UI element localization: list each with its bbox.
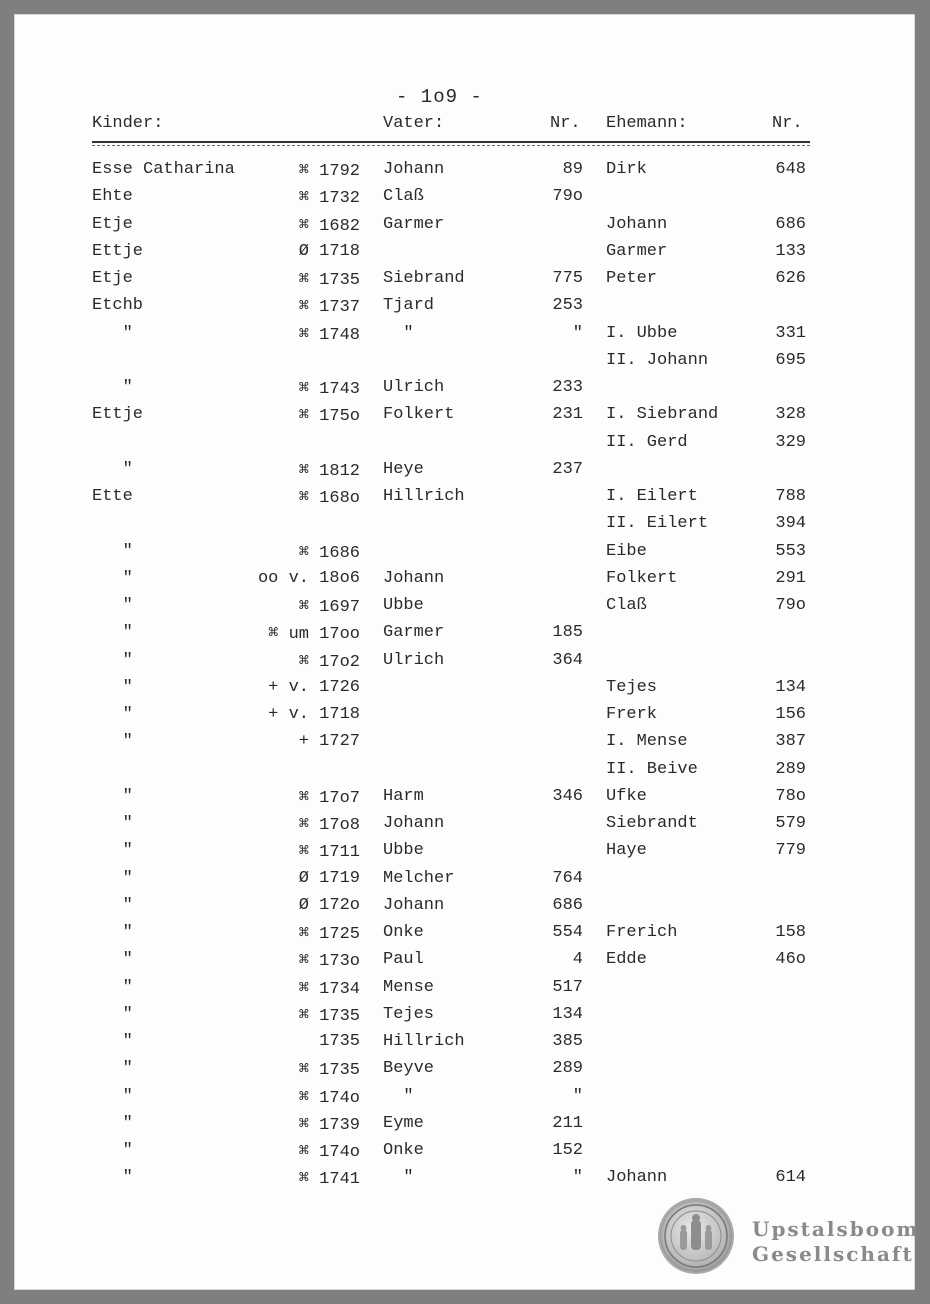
table-row bbox=[0, 1005, 930, 1031]
child-name: " bbox=[92, 596, 133, 615]
father-number: 237 bbox=[552, 459, 583, 479]
birth-year: ⌘ 1748 bbox=[298, 325, 360, 345]
husband-name: Haye bbox=[606, 841, 647, 861]
husband-name: II. Gerd bbox=[606, 432, 688, 452]
table-row bbox=[0, 269, 930, 295]
child-name: " bbox=[92, 814, 133, 833]
table-row bbox=[0, 1114, 930, 1140]
child-name: Etje bbox=[92, 214, 133, 234]
header-ehemann-nr: Nr. bbox=[772, 114, 803, 133]
table-row bbox=[0, 623, 930, 649]
birth-year: + v. 1718 bbox=[268, 705, 360, 724]
birth-year: ⌘ 1686 bbox=[298, 543, 360, 563]
father-name: " bbox=[383, 1168, 414, 1188]
husband-name: Johann bbox=[606, 1168, 668, 1188]
birth-year: ⌘ 1735 bbox=[298, 1006, 360, 1026]
seal-logo bbox=[660, 1200, 732, 1272]
table-row bbox=[0, 1087, 930, 1113]
child-name: " bbox=[92, 950, 133, 970]
birth-year: + v. 1726 bbox=[268, 677, 360, 697]
birth-year: ⌘ 168o bbox=[298, 489, 360, 508]
header-vater: Vater: bbox=[383, 114, 445, 133]
father-number: 554 bbox=[552, 923, 583, 942]
child-name: Ehte bbox=[92, 187, 133, 207]
husband-name: Siebrandt bbox=[606, 814, 698, 833]
birth-year: ⌘ 173o bbox=[298, 952, 360, 972]
husband-name: I. Ubbe bbox=[606, 323, 678, 343]
father-name: Folkert bbox=[383, 405, 455, 425]
header-kinder: Kinder: bbox=[92, 114, 164, 133]
table-row bbox=[0, 405, 930, 431]
husband-number: 788 bbox=[775, 487, 806, 506]
birth-year: ⌘ 1682 bbox=[298, 216, 360, 236]
child-name: " bbox=[92, 378, 133, 397]
husband-number: 695 bbox=[775, 350, 806, 370]
birth-year: ⌘ 1735 bbox=[298, 271, 360, 290]
child-name: Etchb bbox=[92, 296, 144, 316]
husband-name: Eibe bbox=[606, 541, 647, 561]
child-name: Esse Catharina bbox=[92, 160, 235, 179]
table-row bbox=[0, 1168, 930, 1194]
table-row bbox=[0, 378, 930, 404]
husband-name: Folkert bbox=[606, 568, 678, 588]
child-name: " bbox=[92, 677, 133, 697]
child-name: " bbox=[92, 1059, 133, 1079]
husband-name: Johann bbox=[606, 214, 668, 234]
table-row bbox=[0, 296, 930, 322]
father-name: Onke bbox=[383, 1141, 424, 1160]
birth-year: ⌘ 1739 bbox=[298, 1115, 360, 1135]
father-name: Ubbe bbox=[383, 596, 424, 615]
table-row bbox=[0, 1141, 930, 1167]
father-number: 346 bbox=[552, 786, 583, 806]
birth-year: 1735 bbox=[319, 1032, 360, 1051]
father-name: Claß bbox=[383, 187, 424, 207]
father-number: 134 bbox=[552, 1004, 583, 1024]
husband-number: 289 bbox=[775, 759, 806, 779]
table-row bbox=[0, 187, 930, 213]
birth-year: ⌘ 1737 bbox=[298, 298, 360, 318]
child-name: " bbox=[92, 1032, 133, 1051]
table-row bbox=[0, 569, 930, 595]
husband-number: 158 bbox=[775, 923, 806, 942]
table-row bbox=[0, 760, 930, 786]
header-rule bbox=[92, 141, 810, 146]
child-name: " bbox=[92, 1168, 133, 1188]
husband-number: 79o bbox=[775, 596, 806, 615]
birth-year: Ø 1719 bbox=[298, 868, 360, 888]
birth-year: Ø 172o bbox=[298, 895, 360, 915]
table-row bbox=[0, 487, 930, 513]
husband-number: 614 bbox=[775, 1168, 806, 1188]
child-name: " bbox=[92, 1113, 133, 1133]
father-number: 764 bbox=[552, 868, 583, 888]
husband-name: Frerk bbox=[606, 705, 658, 724]
father-name: " bbox=[383, 323, 414, 343]
father-number: 233 bbox=[552, 378, 583, 397]
father-number: " bbox=[572, 1168, 583, 1188]
father-name: " bbox=[383, 1086, 414, 1106]
husband-number: 394 bbox=[775, 514, 806, 534]
father-number: 211 bbox=[552, 1113, 583, 1133]
father-name: Onke bbox=[383, 923, 424, 942]
table-row bbox=[0, 1032, 930, 1058]
birth-year: ⌘ 1711 bbox=[298, 843, 360, 863]
table-row bbox=[0, 869, 930, 895]
birth-year: ⌘ 1732 bbox=[298, 189, 360, 209]
father-name: Mense bbox=[383, 977, 435, 997]
father-number: 775 bbox=[552, 269, 583, 288]
child-name: " bbox=[92, 623, 133, 643]
table-row bbox=[0, 351, 930, 377]
husband-name: I. Eilert bbox=[606, 487, 698, 506]
child-name: Ette bbox=[92, 487, 133, 506]
table-row bbox=[0, 651, 930, 677]
birth-year: ⌘ 1735 bbox=[298, 1061, 360, 1081]
table-row bbox=[0, 923, 930, 949]
birth-year: ⌘ um 17oo bbox=[268, 625, 360, 645]
child-name: " bbox=[92, 868, 133, 888]
table-row bbox=[0, 242, 930, 268]
birth-year: ⌘ 1734 bbox=[298, 979, 360, 999]
father-number: " bbox=[572, 323, 583, 343]
husband-number: 328 bbox=[775, 405, 806, 425]
husband-number: 686 bbox=[775, 214, 806, 234]
husband-number: 648 bbox=[775, 160, 806, 179]
father-name: Siebrand bbox=[383, 269, 465, 288]
child-name: " bbox=[92, 977, 133, 997]
table-row bbox=[0, 978, 930, 1004]
husband-name: Tejes bbox=[606, 677, 658, 697]
child-name: " bbox=[92, 323, 133, 343]
father-name: Johann bbox=[383, 814, 445, 833]
husband-number: 331 bbox=[775, 323, 806, 343]
birth-year: ⌘ 1725 bbox=[298, 925, 360, 944]
father-name: Ulrich bbox=[383, 650, 445, 670]
father-number: 686 bbox=[552, 895, 583, 915]
birth-year: ⌘ 1697 bbox=[298, 598, 360, 617]
husband-name: Ufke bbox=[606, 786, 647, 806]
table-row bbox=[0, 950, 930, 976]
husband-name: II. Beive bbox=[606, 759, 698, 779]
birth-year: ⌘ 1743 bbox=[298, 380, 360, 399]
father-number: 289 bbox=[552, 1059, 583, 1079]
father-name: Ulrich bbox=[383, 378, 445, 397]
father-name: Garmer bbox=[383, 214, 445, 234]
table-row bbox=[0, 732, 930, 758]
child-name: Ettje bbox=[92, 405, 144, 425]
husband-number: 78o bbox=[775, 786, 806, 806]
father-name: Heye bbox=[383, 459, 424, 479]
birth-year: ⌘ 174o bbox=[298, 1088, 360, 1108]
husband-number: 133 bbox=[775, 241, 806, 261]
table-row bbox=[0, 814, 930, 840]
husband-number: 626 bbox=[775, 269, 806, 288]
birth-year: oo v. 18o6 bbox=[257, 568, 360, 588]
husband-name: II. Johann bbox=[606, 350, 709, 370]
child-name: " bbox=[92, 841, 133, 861]
father-number: 385 bbox=[552, 1032, 583, 1051]
father-number: 253 bbox=[552, 296, 583, 316]
child-name: " bbox=[92, 650, 133, 670]
table-row bbox=[0, 215, 930, 241]
father-name: Eyme bbox=[383, 1113, 424, 1133]
child-name: " bbox=[92, 923, 133, 942]
husband-name: Edde bbox=[606, 950, 647, 970]
father-name: Beyve bbox=[383, 1059, 435, 1079]
husband-number: 134 bbox=[775, 677, 806, 697]
table-row bbox=[0, 678, 930, 704]
brand-line-2: Gesellschaft bbox=[752, 1242, 914, 1266]
child-name: Ettje bbox=[92, 241, 144, 261]
child-name: Etje bbox=[92, 269, 133, 288]
father-number: 364 bbox=[552, 650, 583, 670]
husband-name: I. Mense bbox=[606, 732, 688, 752]
father-number: 79o bbox=[552, 187, 583, 207]
father-number: 89 bbox=[562, 160, 583, 179]
child-name: " bbox=[92, 568, 133, 588]
father-number: 517 bbox=[552, 977, 583, 997]
child-name: " bbox=[92, 1086, 133, 1106]
husband-name: Claß bbox=[606, 596, 647, 615]
birth-year: + 1727 bbox=[298, 732, 360, 752]
father-name: Johann bbox=[383, 895, 445, 915]
father-name: Paul bbox=[383, 950, 424, 970]
husband-name: II. Eilert bbox=[606, 514, 709, 534]
table-row bbox=[0, 841, 930, 867]
child-name: " bbox=[92, 459, 133, 479]
husband-name: I. Siebrand bbox=[606, 405, 719, 425]
father-number: 185 bbox=[552, 623, 583, 643]
father-number: " bbox=[572, 1086, 583, 1106]
birth-year: ⌘ 175o bbox=[298, 407, 360, 427]
father-name: Harm bbox=[383, 786, 424, 806]
table-row bbox=[0, 542, 930, 568]
father-name: Melcher bbox=[383, 868, 455, 888]
child-name: " bbox=[92, 786, 133, 806]
child-name: " bbox=[92, 895, 133, 915]
table-row bbox=[0, 596, 930, 622]
brand-line-1: Upstalsboom bbox=[752, 1217, 920, 1241]
husband-number: 46o bbox=[775, 950, 806, 970]
father-name: Ubbe bbox=[383, 841, 424, 861]
birth-year: ⌘ 1812 bbox=[298, 461, 360, 481]
table-row bbox=[0, 705, 930, 731]
child-name: " bbox=[92, 1141, 133, 1160]
father-name: Garmer bbox=[383, 623, 445, 643]
table-row bbox=[0, 514, 930, 540]
husband-number: 156 bbox=[775, 705, 806, 724]
husband-number: 553 bbox=[775, 541, 806, 561]
seal-figures-icon bbox=[660, 1200, 732, 1272]
birth-year: ⌘ 17o8 bbox=[298, 816, 360, 835]
husband-name: Garmer bbox=[606, 241, 668, 261]
table-row bbox=[0, 324, 930, 350]
child-name: " bbox=[92, 732, 133, 752]
husband-number: 291 bbox=[775, 568, 806, 588]
table-row bbox=[0, 896, 930, 922]
birth-year: ⌘ 17o7 bbox=[298, 788, 360, 808]
child-name: " bbox=[92, 1004, 133, 1024]
husband-name: Frerich bbox=[606, 923, 678, 942]
table-row bbox=[0, 460, 930, 486]
father-name: Johann bbox=[383, 568, 445, 588]
father-number: 152 bbox=[552, 1141, 583, 1160]
child-name: " bbox=[92, 705, 133, 724]
table-row bbox=[0, 433, 930, 459]
header-ehemann: Ehemann: bbox=[606, 114, 688, 133]
table-row bbox=[0, 160, 930, 186]
birth-year: Ø 1718 bbox=[298, 241, 360, 261]
father-name: Johann bbox=[383, 160, 445, 179]
husband-number: 779 bbox=[775, 841, 806, 861]
child-name: " bbox=[92, 541, 133, 561]
father-number: 4 bbox=[572, 950, 583, 970]
husband-number: 329 bbox=[775, 432, 806, 452]
father-name: Tjard bbox=[383, 296, 435, 316]
father-name: Hillrich bbox=[383, 1032, 465, 1051]
birth-year: ⌘ 17o2 bbox=[298, 652, 360, 672]
page-number: - 1o9 - bbox=[396, 86, 483, 108]
husband-name: Peter bbox=[606, 269, 658, 288]
birth-year: ⌘ 174o bbox=[298, 1143, 360, 1162]
father-name: Tejes bbox=[383, 1004, 435, 1024]
father-number: 231 bbox=[552, 405, 583, 425]
table-row bbox=[0, 1059, 930, 1085]
father-name: Hillrich bbox=[383, 487, 465, 506]
husband-name: Dirk bbox=[606, 160, 647, 179]
husband-number: 579 bbox=[775, 814, 806, 833]
birth-year: ⌘ 1741 bbox=[298, 1170, 360, 1190]
header-vater-nr: Nr. bbox=[550, 114, 581, 133]
husband-number: 387 bbox=[775, 732, 806, 752]
birth-year: ⌘ 1792 bbox=[298, 162, 360, 181]
table-row bbox=[0, 787, 930, 813]
